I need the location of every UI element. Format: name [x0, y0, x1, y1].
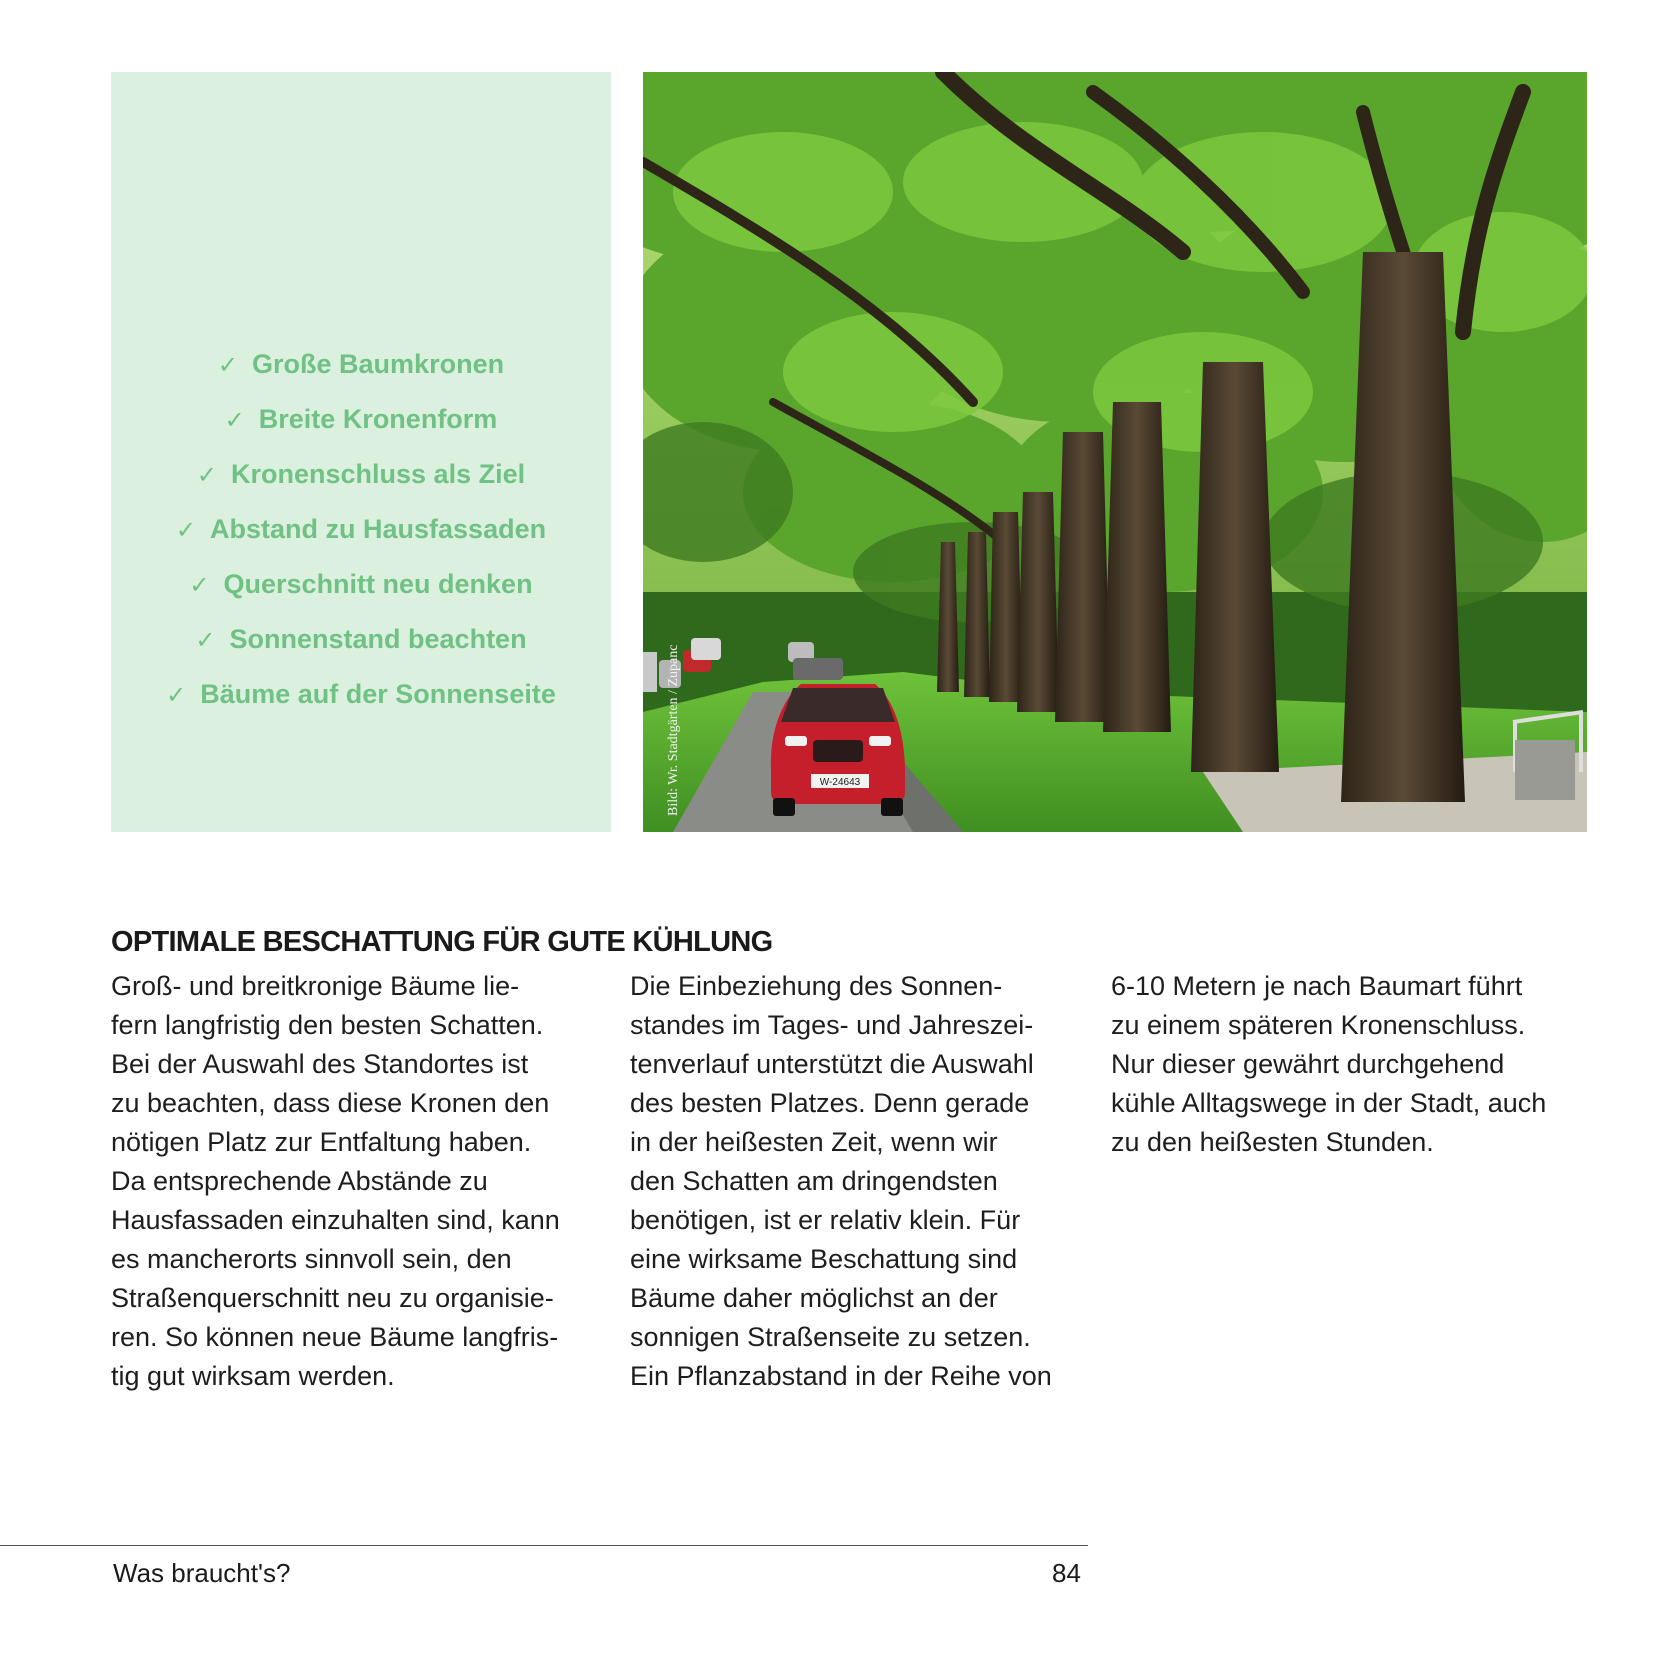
checklist-item: [111, 557, 611, 612]
text-line: tig gut wirksam werden.: [111, 1361, 395, 1391]
check-icon: ✓: [196, 462, 217, 489]
section-title: OPTIMALE BESCHATTUNG FÜR GUTE KÜHLUNG: [111, 926, 773, 958]
text-line: sonnigen Straßenseite zu setzen.: [630, 1322, 1031, 1352]
text-column-2: [630, 967, 1052, 1396]
text-line: ren. So können neue Bäume langfris-: [111, 1322, 559, 1352]
text-line: Die Einbeziehung des Sonnen-: [630, 971, 1003, 1001]
text-line: den Schatten am dringendsten: [630, 1166, 998, 1196]
text-line: Straßenquerschnitt neu zu organisie-: [111, 1283, 554, 1313]
check-icon: ✓: [217, 352, 239, 379]
checklist-item: [111, 337, 611, 392]
checklist-item-label: Sonnenstand beachten: [229, 624, 527, 654]
text-line: benötigen, ist er relativ klein. Für: [630, 1205, 1021, 1235]
text-line: Bäume daher möglichst an der: [630, 1283, 998, 1313]
text-column-1: [111, 967, 560, 1396]
check-icon: ✓: [166, 682, 187, 709]
text-line: zu einem späteren Kronenschluss.: [1111, 1010, 1526, 1040]
checklist-item-label: Abstand zu Hausfassaden: [210, 514, 547, 544]
text-line: es mancherorts sinnvoll sein, den: [111, 1244, 512, 1274]
text-line: zu den heißesten Stunden.: [1111, 1127, 1434, 1157]
text-line: kühle Alltagswege in der Stadt, auch: [1111, 1088, 1547, 1118]
text-line: Da entsprechende Abstände zu: [111, 1166, 488, 1196]
text-line: 6-10 Metern je nach Baumart führt: [1111, 971, 1523, 1001]
checklist-panel: [111, 72, 611, 832]
photo-credit: Bild: Wr. Stadtgärten / Zupanc: [666, 644, 681, 816]
checklist-item-label: Querschnitt neu denken: [223, 569, 533, 599]
page-number: 84: [1052, 1558, 1081, 1588]
checklist-item-label: Breite Kronenform: [258, 404, 498, 434]
text-line: Nur dieser gewährt durchgehend: [1111, 1049, 1505, 1079]
checklist-item: [111, 502, 611, 557]
checklist-item: [111, 392, 611, 447]
text-line: Groß- und breitkronige Bäume lie-: [111, 971, 520, 1001]
checklist-item-label: Große Baumkronen: [252, 349, 505, 379]
text-column-3: [1111, 967, 1546, 1162]
checklist-item-label: Bäume auf der Sonnenseite: [200, 679, 556, 709]
check-icon: ✓: [189, 572, 210, 599]
tree-avenue-photo: [643, 72, 1587, 832]
check-icon: ✓: [224, 407, 245, 434]
license-plate: W-24643: [819, 777, 861, 788]
check-icon: ✓: [195, 627, 216, 654]
text-line: Ein Pflanzabstand in der Reihe von: [630, 1361, 1052, 1391]
checklist-item-label: Kronenschluss als Ziel: [231, 459, 526, 489]
text-line: fern langfristig den besten Schatten.: [111, 1010, 544, 1040]
text-line: nötigen Platz zur Entfaltung haben.: [111, 1127, 532, 1157]
text-line: Bei der Auswahl des Standortes ist: [111, 1049, 529, 1079]
text-line: standes im Tages- und Jahreszei-: [630, 1010, 1034, 1040]
text-line: eine wirksame Beschattung sind: [630, 1244, 1018, 1274]
checklist: [111, 337, 611, 722]
check-icon: ✓: [175, 517, 197, 544]
text-line: tenverlauf unterstützt die Auswahl: [630, 1049, 1034, 1079]
checklist-item: [111, 447, 611, 502]
footer-divider: [0, 1545, 1088, 1546]
text-line: Hausfassaden einzuhalten sind, kann: [111, 1205, 560, 1235]
text-line: des besten Platzes. Denn gerade: [630, 1088, 1030, 1118]
footer-section-label: Was braucht's?: [113, 1558, 291, 1588]
checklist-item: [111, 667, 611, 722]
checklist-item: [111, 612, 611, 667]
text-line: zu beachten, dass diese Kronen den: [111, 1088, 550, 1118]
text-line: in der heißesten Zeit, wenn wir: [630, 1127, 998, 1157]
